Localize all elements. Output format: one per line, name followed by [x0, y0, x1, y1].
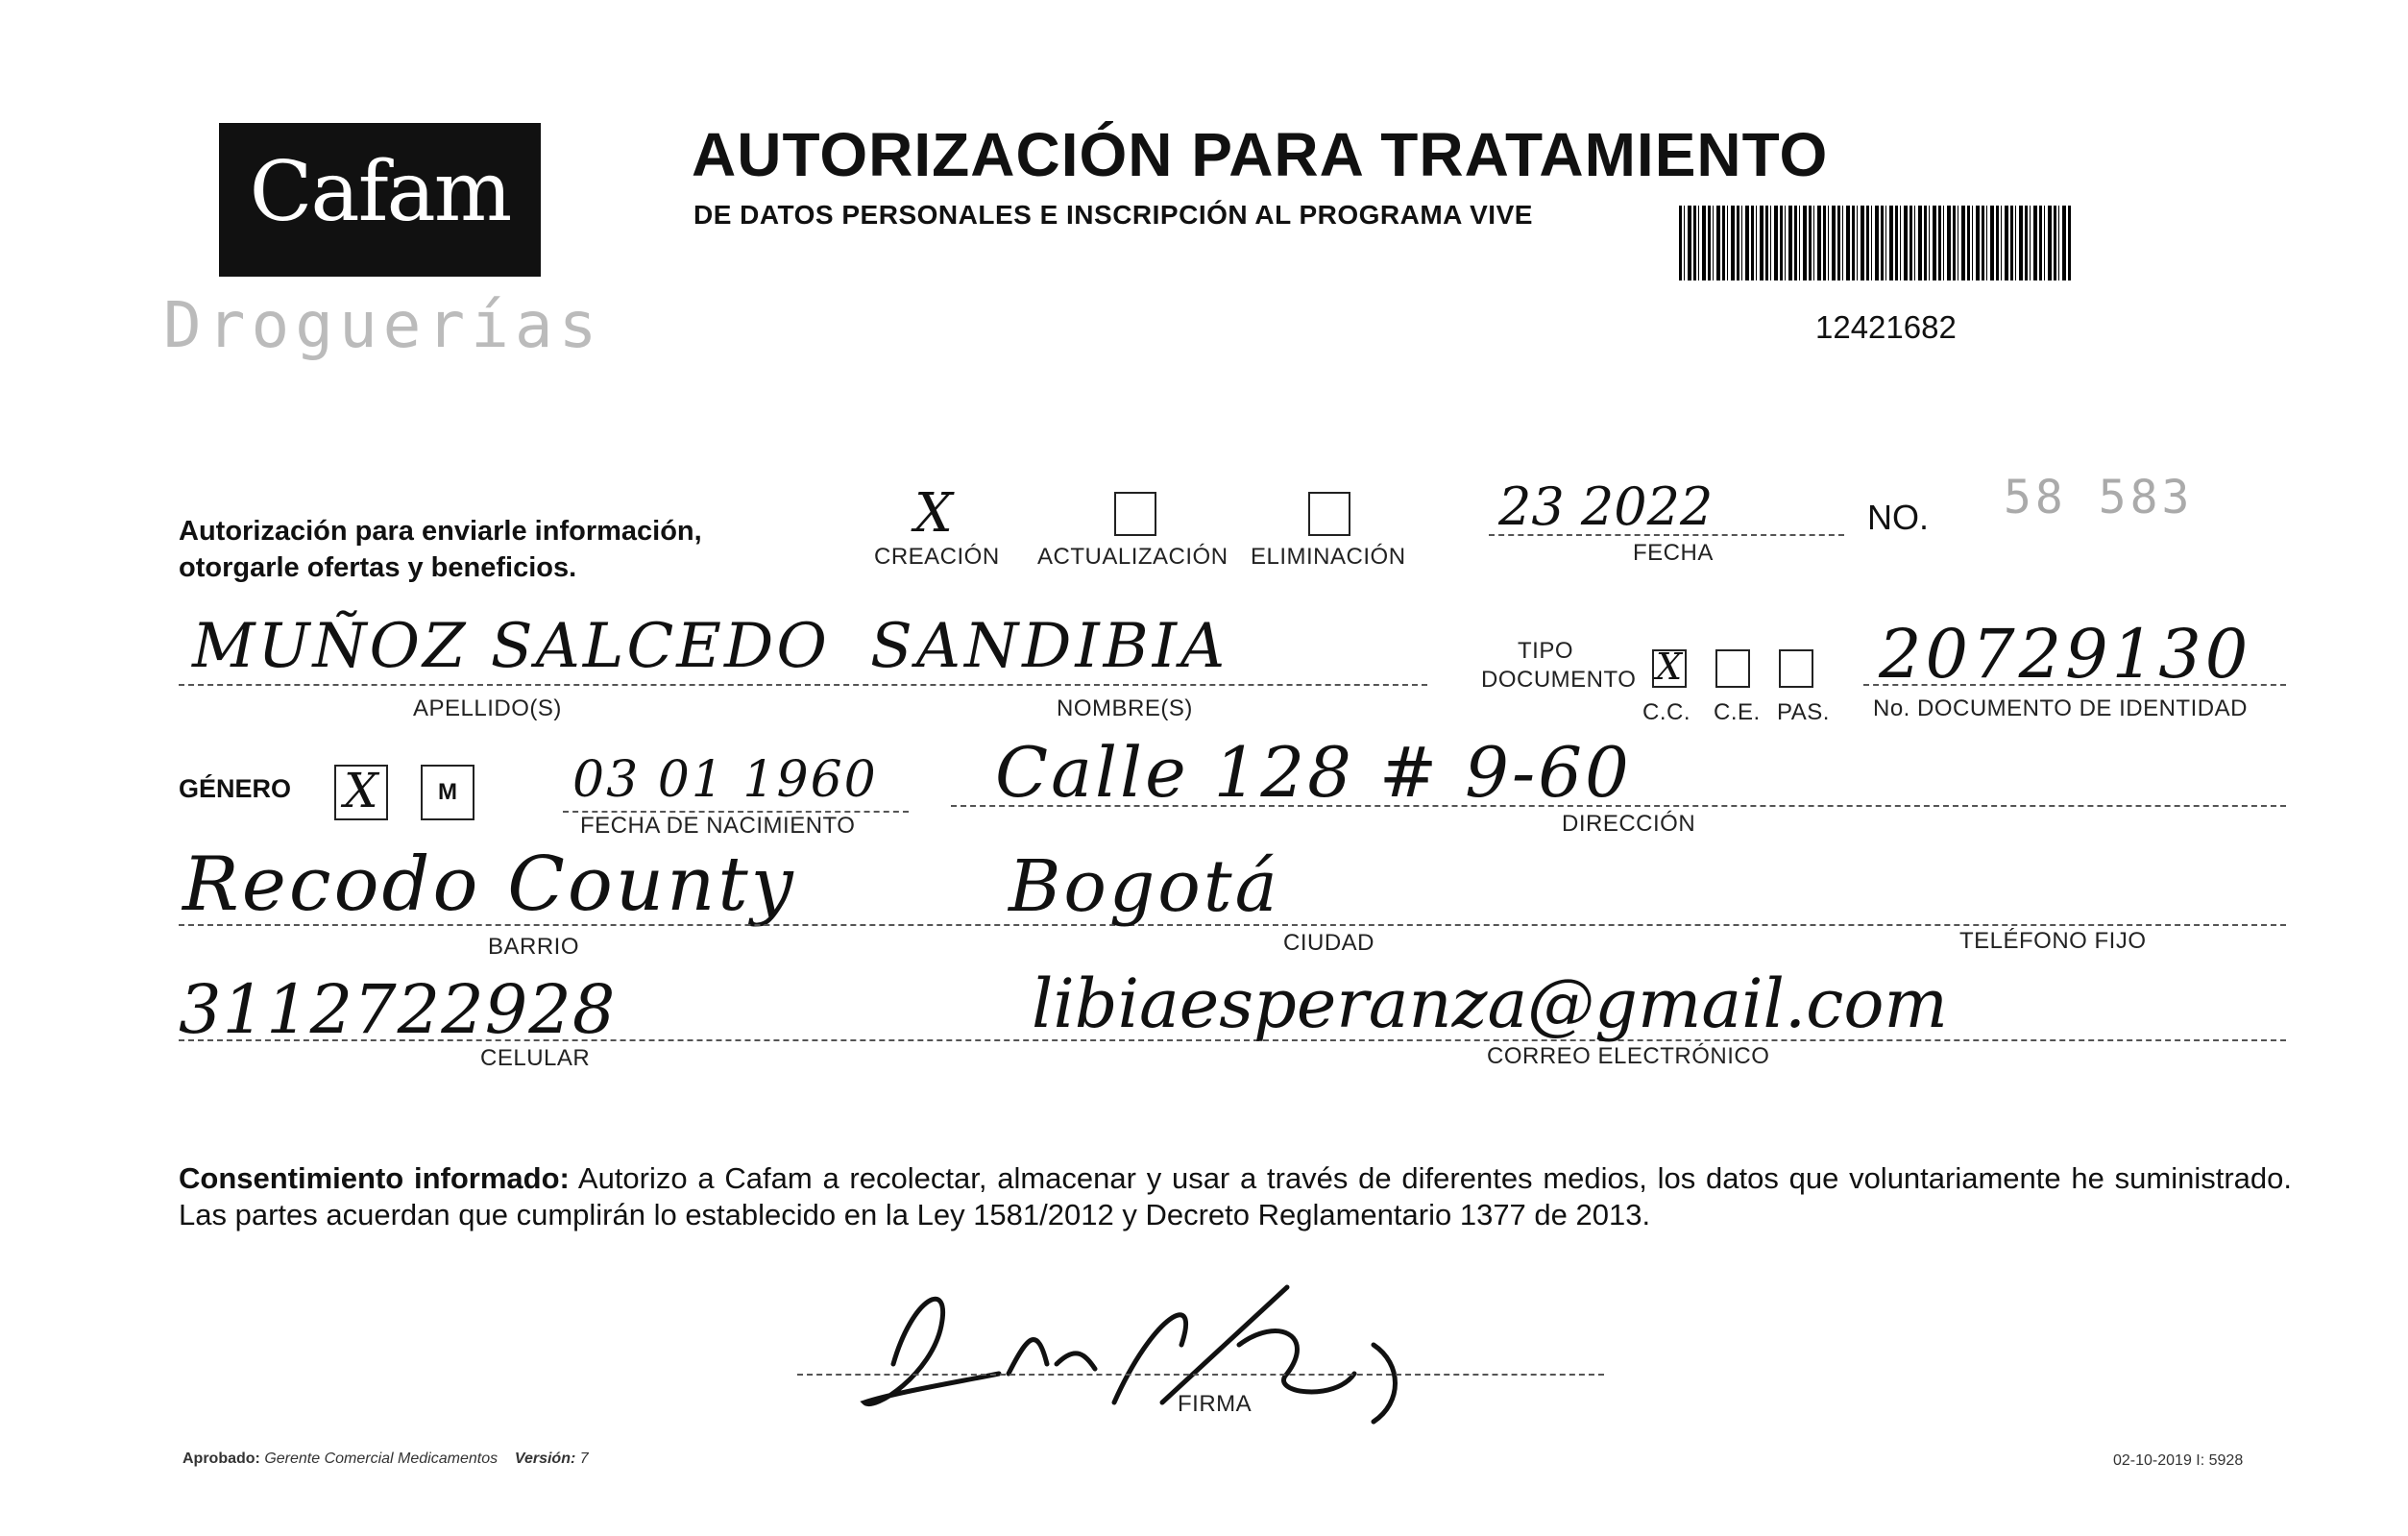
- city-label: CIUDAD: [1283, 930, 1375, 956]
- date-line: [1489, 534, 1844, 536]
- doc-cc-checkbox[interactable]: [1652, 646, 1687, 688]
- version-value: 7: [579, 1451, 589, 1467]
- authorization-heading-line2: otorgarle ofertas y beneficios.: [179, 552, 577, 583]
- address-label: DIRECCIÓN: [1562, 811, 1696, 837]
- gender-f-mark: X: [344, 763, 378, 818]
- signature-line: [797, 1374, 1604, 1376]
- creation-checkbox[interactable]: [912, 482, 959, 545]
- logo-text: Cafam: [249, 144, 511, 240]
- barcode: [1679, 206, 2071, 280]
- birthdate-value[interactable]: 03 01 1960: [572, 751, 878, 809]
- document-number-value[interactable]: 20729130: [1879, 615, 2252, 694]
- doc-ce-checkbox[interactable]: [1715, 649, 1750, 688]
- approved-label: Aprobado:: [182, 1451, 260, 1467]
- name-value[interactable]: SANDIBIA: [870, 611, 1229, 682]
- doc-ce-label: C.E.: [1714, 699, 1761, 725]
- authorization-heading-line1: Autorización para enviarle información,: [179, 516, 702, 547]
- delete-checkbox[interactable]: [1308, 492, 1350, 536]
- name-label: NOMBRE(S): [1057, 695, 1193, 721]
- barcode-number: 12421682: [1815, 309, 1957, 345]
- consent-paragraph: [179, 1160, 2292, 1233]
- consent-text: Autorizo a Cafam a recolectar, almacenar y usar a través de diferentes medios, los datos que voluntariamente he suministrado. Las partes acuerdan que cumplirán lo establecido en la Ley 1581/2012 y Decreto Reglamentario 1377 de 2013.: [179, 1161, 2292, 1231]
- surname-name-line: [179, 684, 1427, 686]
- document-number-label: No. DOCUMENTO DE IDENTIDAD: [1873, 695, 2248, 721]
- address-value[interactable]: Calle 128 # 9-60: [995, 732, 1632, 813]
- mobile-label: CELULAR: [480, 1045, 591, 1071]
- birthdate-label: FECHA DE NACIMIENTO: [580, 813, 856, 839]
- logo-subtitle: Droguerías: [163, 288, 603, 362]
- authorization-heading: [179, 513, 702, 586]
- version-label: Versión:: [514, 1451, 576, 1467]
- doc-pas-checkbox[interactable]: [1779, 649, 1813, 688]
- doc-cc-mark: X: [1656, 646, 1683, 688]
- email-value[interactable]: libiaesperanza@gmail.com: [1032, 964, 1948, 1043]
- update-label: ACTUALIZACIÓN: [1037, 544, 1228, 570]
- doc-type-label-1: TIPO: [1518, 638, 1574, 664]
- mobile-value[interactable]: 3112722928: [179, 970, 617, 1049]
- form-subtitle: DE DATOS PERSONALES E INSCRIPCIÓN AL PROGRAMA VIVE: [693, 200, 1533, 230]
- footer-code: 02-10-2019 I: 5928: [2113, 1452, 2244, 1469]
- document-line: [1863, 684, 2286, 686]
- consent-heading: Consentimiento informado:: [179, 1161, 570, 1195]
- doc-pas-label: PAS.: [1777, 699, 1830, 725]
- surname-value[interactable]: MUÑOZ SALCEDO: [192, 611, 830, 682]
- update-checkbox[interactable]: [1114, 492, 1156, 536]
- cafam-logo: [219, 123, 541, 277]
- date-label: FECHA: [1633, 540, 1714, 566]
- creation-mark: X: [914, 482, 953, 545]
- gender-label: GÉNERO: [179, 774, 292, 803]
- neighborhood-label: BARRIO: [488, 934, 580, 960]
- doc-type-label-2: DOCUMENTO: [1481, 667, 1637, 693]
- date-value[interactable]: 23 2022: [1498, 476, 1714, 537]
- form-title: AUTORIZACIÓN PARA TRATAMIENTO: [692, 120, 1829, 189]
- creation-label: CREACIÓN: [874, 544, 1000, 570]
- delete-label: ELIMINACIÓN: [1251, 544, 1406, 570]
- form-number: 58 583: [2004, 471, 2194, 524]
- city-value[interactable]: Bogotá: [1009, 845, 1280, 928]
- surname-label: APELLIDO(S): [413, 695, 562, 721]
- neighborhood-value[interactable]: Recodo County: [182, 841, 796, 928]
- address-line: [951, 805, 2286, 807]
- signature-label: FIRMA: [1178, 1391, 1253, 1417]
- number-label: NO.: [1867, 498, 1930, 537]
- email-label: CORREO ELECTRÓNICO: [1487, 1043, 1770, 1069]
- phone-label: TELÉFONO FIJO: [1959, 928, 2147, 954]
- approved-value: Gerente Comercial Medicamentos: [264, 1451, 499, 1467]
- gender-m-checkbox[interactable]: M: [421, 765, 474, 820]
- gender-f-checkbox[interactable]: [334, 765, 388, 820]
- doc-cc-label: C.C.: [1642, 699, 1690, 725]
- footer-approved: [182, 1451, 589, 1468]
